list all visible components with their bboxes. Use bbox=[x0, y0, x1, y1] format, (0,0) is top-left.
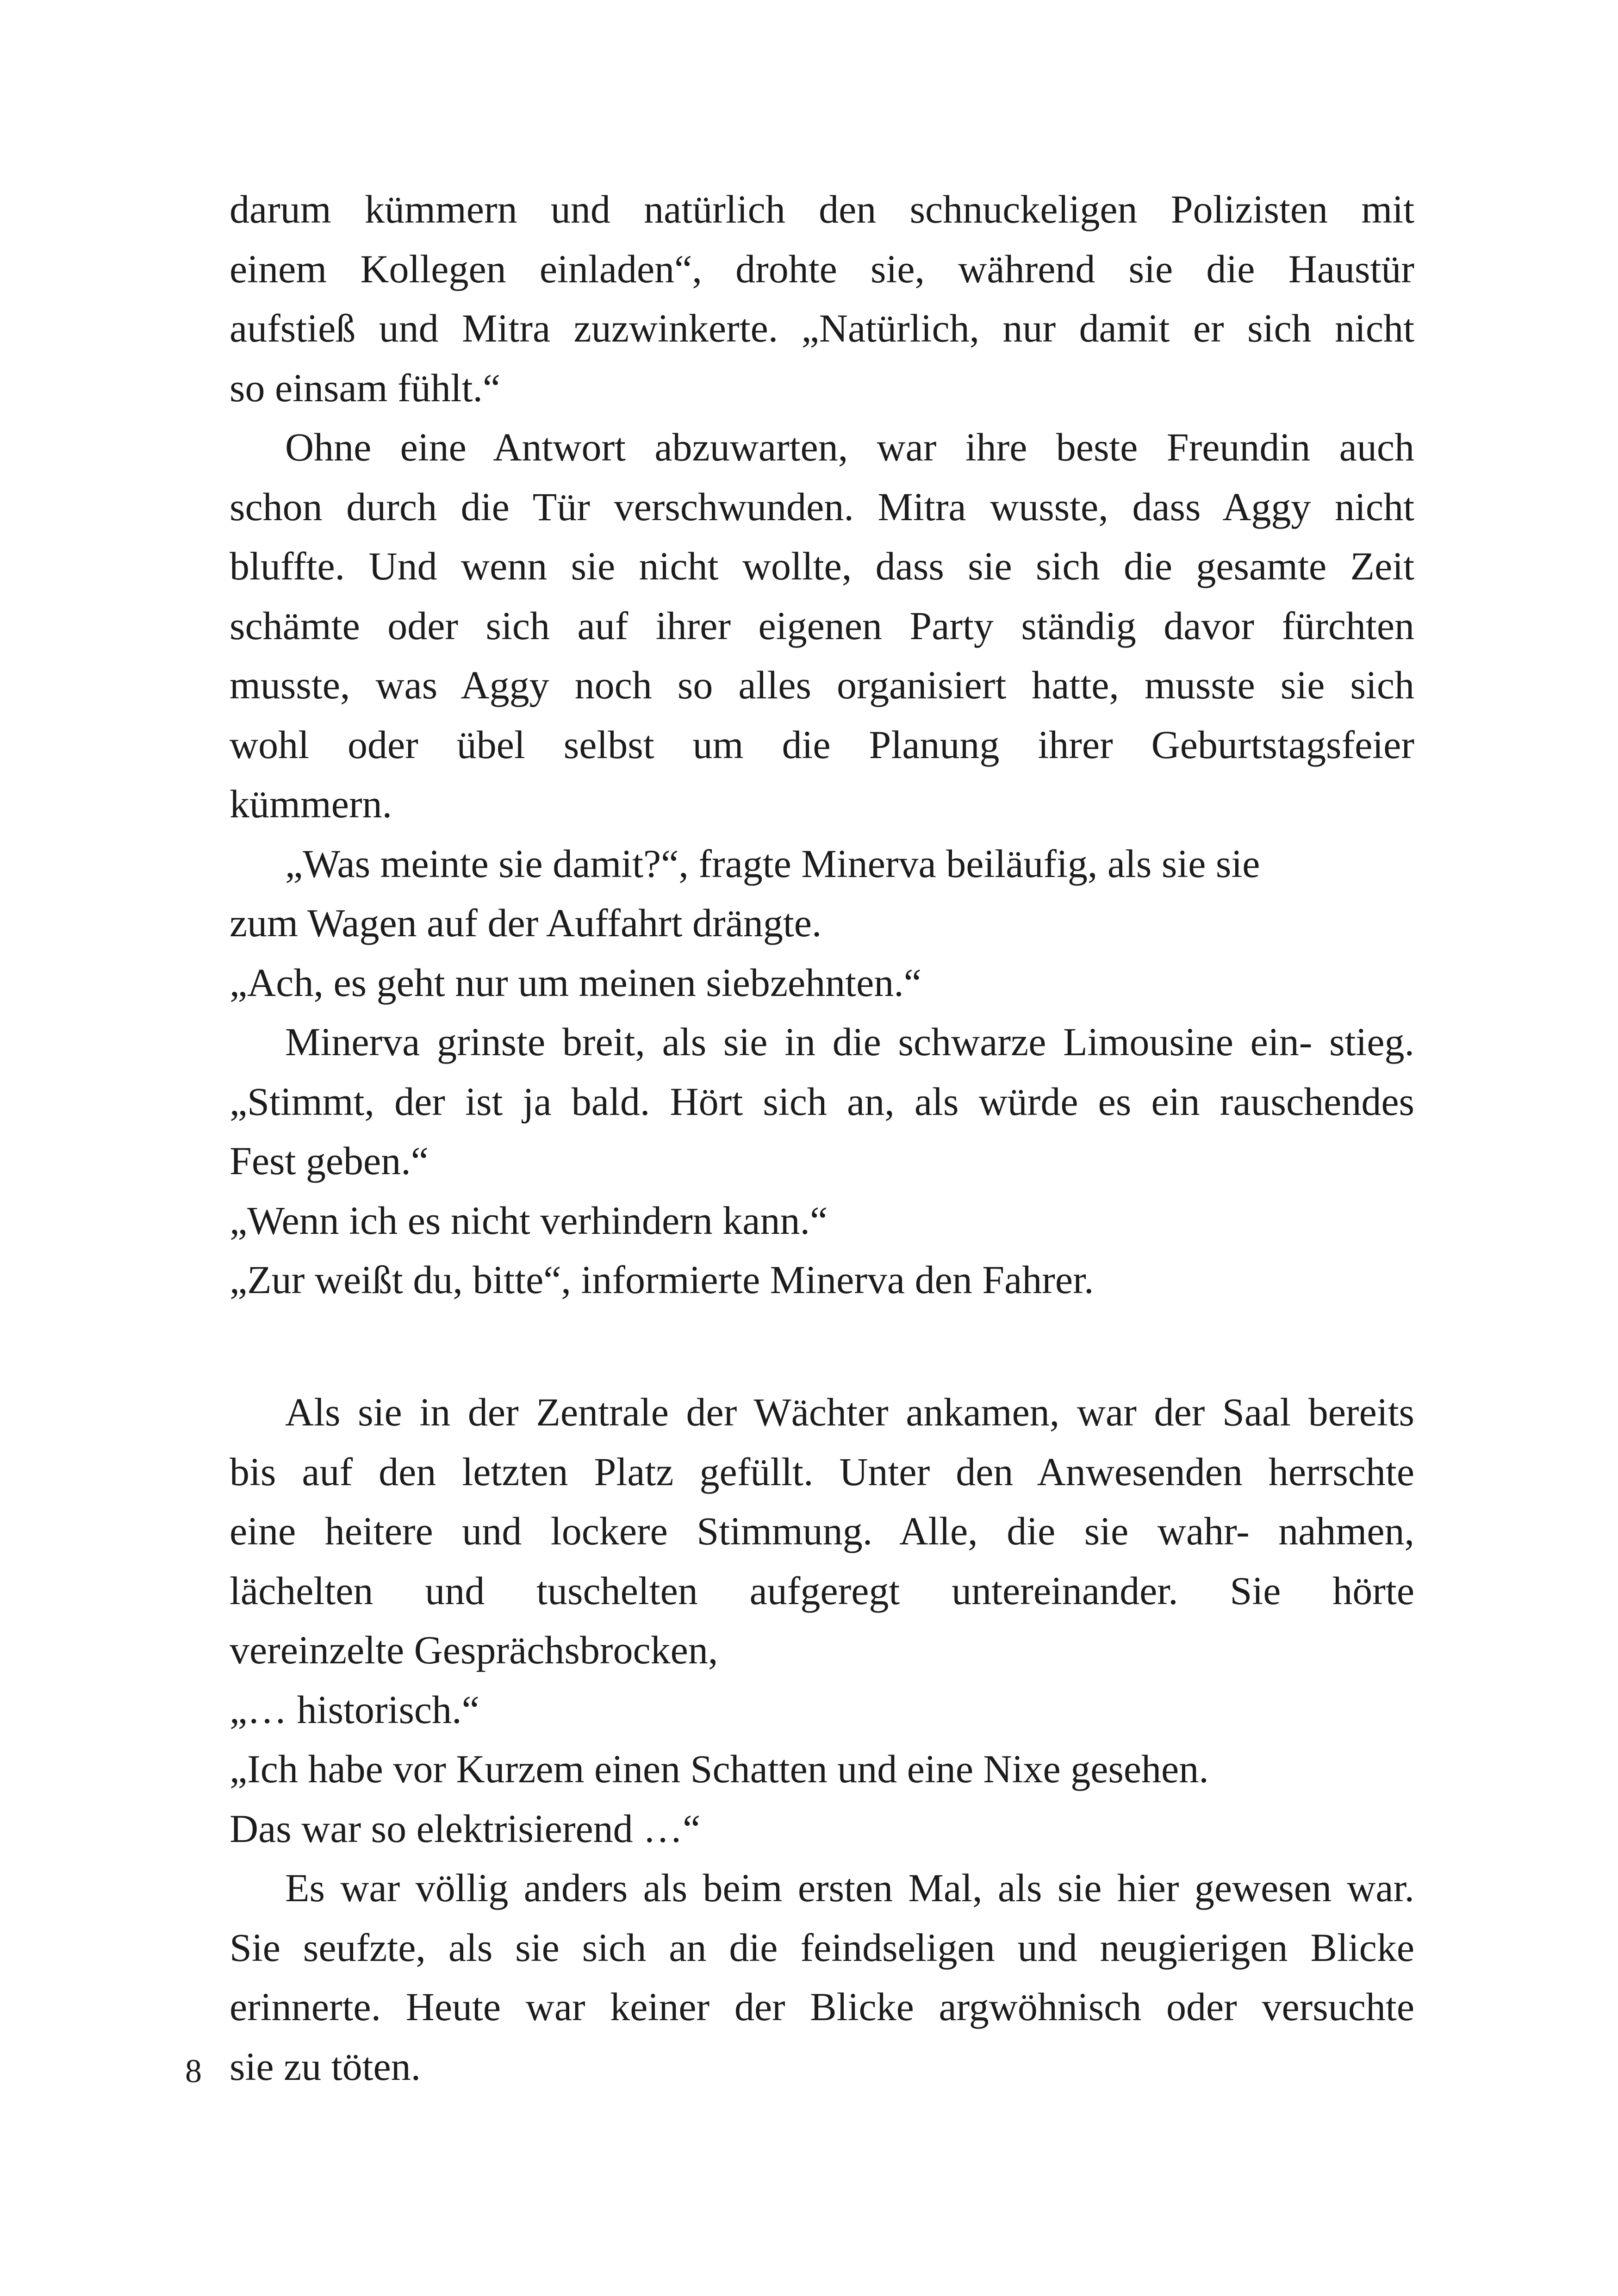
text-line: musste, was Aggy noch so alles organisiert hatte, musste sie sich bbox=[230, 663, 1414, 707]
text-line: Das war so elektrisierend …“ bbox=[230, 1806, 701, 1851]
text-line: sie zu töten. bbox=[230, 2044, 421, 2089]
text-block-2 bbox=[230, 1382, 1414, 2096]
text-line: bluffte. Und wenn sie nicht wollte, dass sie sich die gesamte Zeit bbox=[230, 544, 1414, 588]
text-line: Fest geben.“ bbox=[230, 1139, 429, 1183]
text-line: wohl oder übel selbst um die Planung ihrer Geburtstagsfeier bbox=[230, 722, 1414, 767]
text-line: bis auf den letzten Platz gefüllt. Unter den Anwesenden herrschte bbox=[230, 1449, 1414, 1494]
text-line: eine heitere und lockere Stimmung. Alle, die sie wahr- nahmen, bbox=[230, 1509, 1414, 1553]
text-line: darum kümmern und natürlich den schnuckeligen Polizisten mit bbox=[230, 187, 1414, 231]
text-line: „Ach, es geht nur um meinen siebzehnten.“ bbox=[230, 960, 921, 1005]
text-line: „Was meinte sie damit?“, fragte Minerva beiläufig, als sie sie bbox=[285, 841, 1260, 886]
text-line: kümmern. bbox=[230, 782, 392, 826]
text-line: Es war völlig anders als beim ersten Mal, als sie hier gewesen war. bbox=[285, 1866, 1414, 1910]
text-line: „Ich habe vor Kurzem einen Schatten und eine Nixe gesehen. bbox=[230, 1747, 1209, 1791]
text-line: Als sie in der Zentrale der Wächter ankamen, war der Saal bereits bbox=[285, 1390, 1414, 1434]
text-line: schon durch die Tür verschwunden. Mitra wusste, dass Aggy nicht bbox=[230, 484, 1414, 529]
text-line: „Stimmt, der ist ja bald. Hört sich an, als würde es ein rauschendes bbox=[230, 1079, 1414, 1124]
text-line: so einsam fühlt.“ bbox=[230, 365, 501, 410]
text-line: zum Wagen auf der Auffahrt drängte. bbox=[230, 901, 822, 945]
text-line: Sie seufzte, als sie sich an die feindseligen und neugierigen Blicke bbox=[230, 1925, 1414, 1970]
text-line: „… historisch.“ bbox=[230, 1687, 479, 1732]
text-line: einem Kollegen einladen“, drohte sie, während sie die Haustür bbox=[230, 246, 1414, 291]
text-line: schämte oder sich auf ihrer eigenen Party ständig davor fürchten bbox=[230, 603, 1414, 648]
text-line: lächelten und tuschelten aufgeregt untereinander. Sie hörte bbox=[230, 1568, 1414, 1613]
text-line: aufstieß und Mitra zuzwinkerte. „Natürlich, nur damit er sich nicht bbox=[230, 306, 1414, 350]
text-line: Minerva grinste breit, als sie in die schwarze Limousine ein- stieg. bbox=[285, 1020, 1414, 1064]
text-line: „Wenn ich es nicht verhindern kann.“ bbox=[230, 1198, 828, 1243]
page-number: 8 bbox=[185, 2053, 202, 2090]
text-line: Ohne eine Antwort abzuwarten, war ihre beste Freundin auch bbox=[285, 425, 1414, 469]
text-line: erinnerte. Heute war keiner der Blicke argwöhnisch oder versuchte bbox=[230, 1985, 1414, 2029]
text-line: „Zur weißt du, bitte“, informierte Minerva den Fahrer. bbox=[230, 1257, 1094, 1302]
text-line: vereinzelte Gesprächsbrocken, bbox=[230, 1628, 718, 1672]
text-block-1 bbox=[230, 180, 1414, 1310]
